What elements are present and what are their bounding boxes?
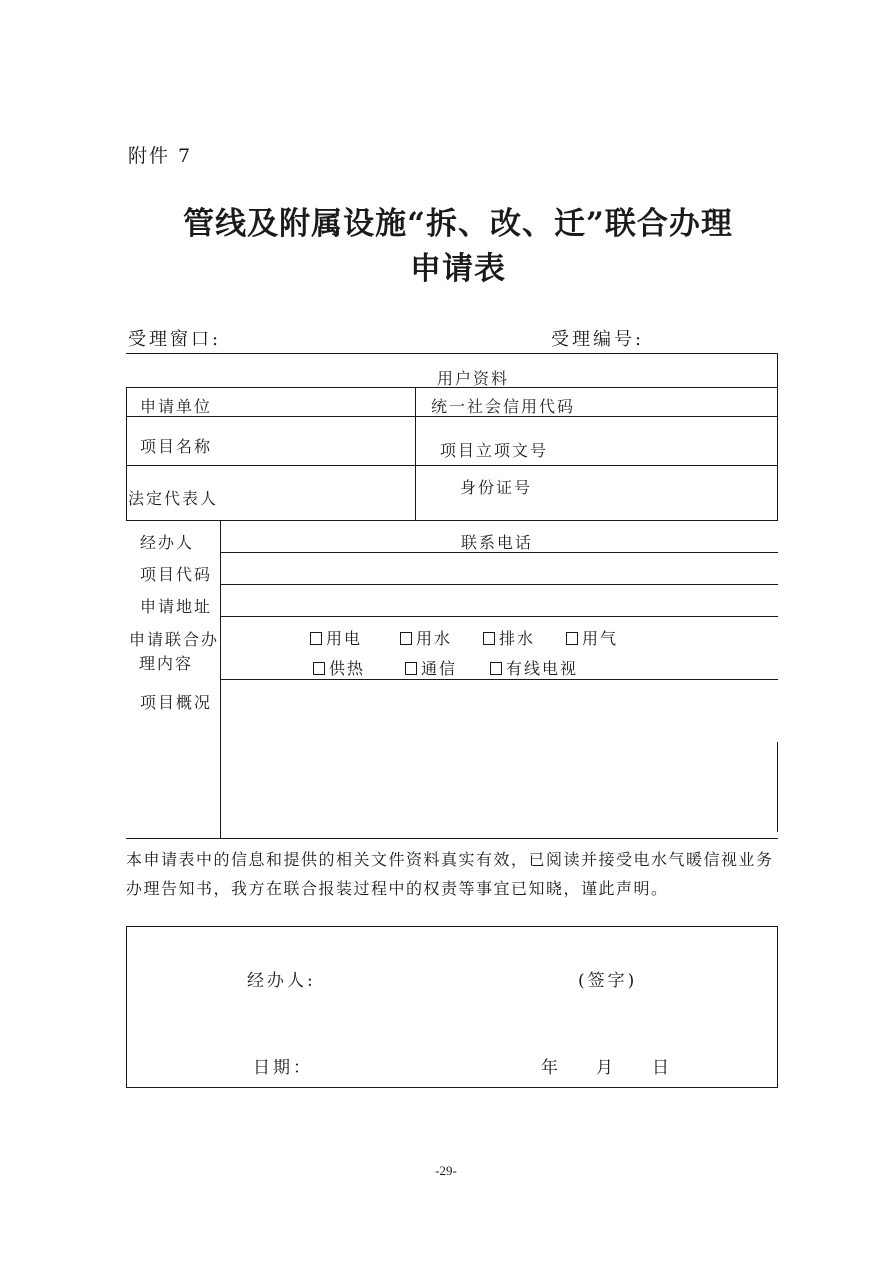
project-overview-label: 项目概况	[140, 693, 213, 712]
handler-label: 经办人	[140, 533, 195, 552]
checkbox-icon[interactable]	[490, 662, 502, 675]
option-water[interactable]: 用水	[400, 626, 452, 649]
contact-phone-label: 联系电话	[461, 533, 534, 552]
checkbox-icon[interactable]	[400, 632, 412, 645]
id-number-label: 身份证号	[460, 478, 533, 497]
date-year-label: 年	[541, 1058, 561, 1078]
project-approval-number-label: 项目立项文号	[440, 441, 549, 460]
checkbox-icon[interactable]	[405, 662, 417, 675]
apply-address-label: 申请地址	[140, 597, 213, 616]
form-title-line1: 管线及附属设施“拆、改、迁”联合办理	[183, 206, 733, 242]
declaration-text: 本申请表中的信息和提供的相关文件资料真实有效，已阅读并接受电水气暖信视业务办理告知书，我方在联合报装过程中的权责等事宜已知晓，谨此声明。	[126, 850, 774, 898]
date-day-label: 日	[652, 1058, 672, 1078]
acceptance-number-label: 受理编号:	[551, 329, 645, 350]
joint-content-label-line1: 申请联合办	[129, 630, 220, 649]
checkbox-icon[interactable]	[313, 662, 325, 675]
applicant-unit-label: 申请单位	[140, 397, 213, 416]
form-title-line2: 申请表	[410, 251, 506, 287]
option-gas[interactable]: 用气	[566, 626, 618, 649]
option-cable-tv[interactable]: 有线电视	[490, 656, 578, 679]
joint-content-label-line2: 理内容	[139, 654, 194, 673]
option-drainage[interactable]: 排水	[483, 626, 535, 649]
attachment-label: 附件 7	[128, 145, 193, 167]
option-telecom[interactable]: 通信	[405, 656, 457, 679]
project-name-label: 项目名称	[140, 437, 213, 456]
credit-code-label: 统一社会信用代码	[431, 397, 576, 416]
user-info-section-title: 用户资料	[437, 369, 510, 388]
checkbox-icon[interactable]	[483, 632, 495, 645]
signature-handler-label: 经办人:	[247, 971, 316, 991]
signature-date-label: 日期：	[253, 1058, 313, 1078]
signature-sign-label: (签字)	[578, 971, 638, 991]
date-month-label: 月	[596, 1058, 616, 1078]
acceptance-window-label: 受理窗口:	[128, 329, 222, 350]
option-electricity[interactable]: 用电	[310, 626, 362, 649]
checkbox-icon[interactable]	[566, 632, 578, 645]
checkbox-icon[interactable]	[310, 632, 322, 645]
option-heating[interactable]: 供热	[313, 656, 365, 679]
legal-representative-label: 法定代表人	[128, 489, 219, 508]
page-number: -29-	[435, 1163, 457, 1178]
project-code-label: 项目代码	[140, 565, 213, 584]
